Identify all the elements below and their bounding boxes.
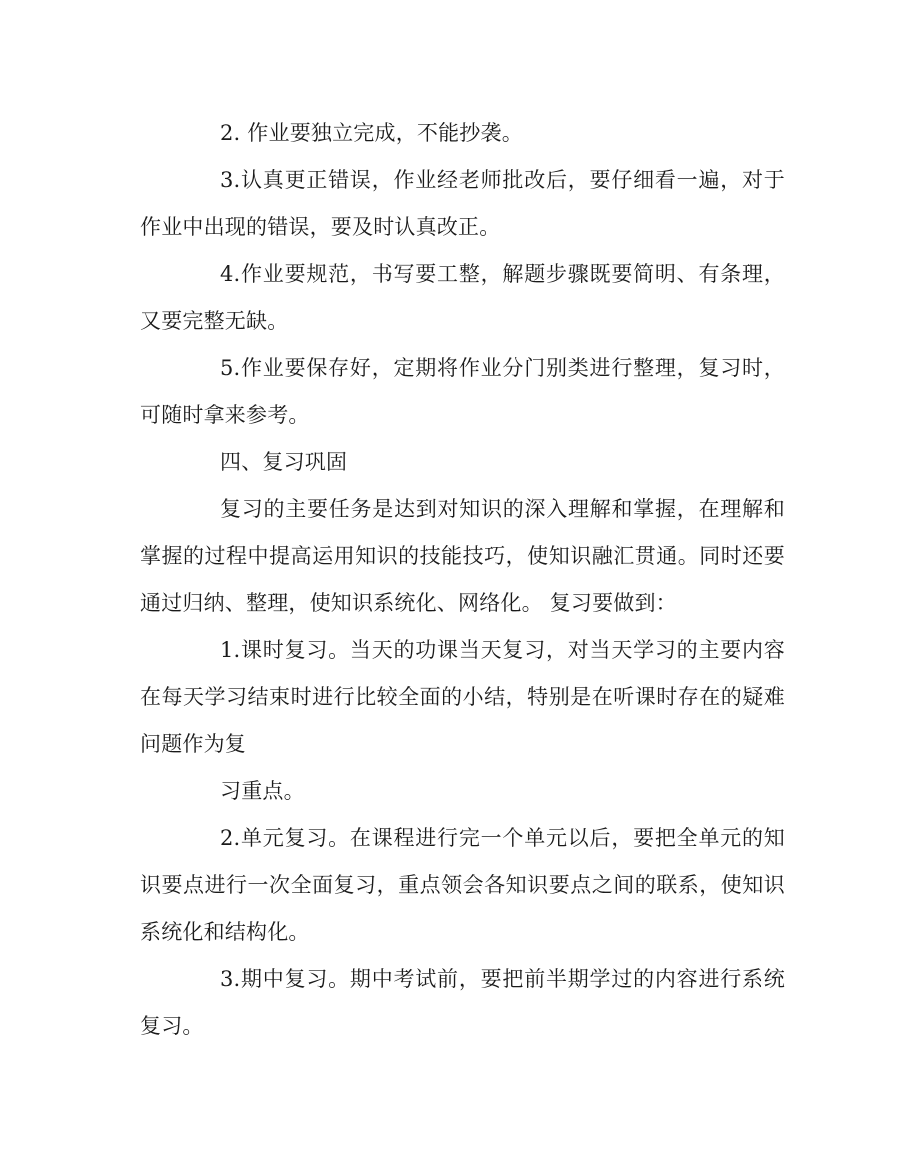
paragraph-homework-standard: 4.作业要规范，书写要工整，解题步骤既要简明、有条理，又要完整无缺。 xyxy=(140,262,785,333)
paragraph-correct-errors: 3.认真更正错误，作业经老师批改后，要仔细看一遍，对于作业中出现的错误，要及时认真改正。 xyxy=(140,168,785,239)
paragraph-review-task: 复习的主要任务是达到对知识的深入理解和掌握，在理解和掌握的过程中提高运用知识的技能技巧，使知识融汇贯通。同时还要通过归纳、整理，使知识系统化、网络化。 复习要做到： xyxy=(140,497,785,615)
paragraph-homework-keep: 5.作业要保存好，定期将作业分门别类进行整理，复习时，可随时拿来参考。 xyxy=(140,356,785,427)
paragraph-midterm-review: 3.期中复习。期中考试前，要把前半期学过的内容进行系统复习。 xyxy=(140,967,785,1038)
paragraph-review-focus: 习重点。 xyxy=(220,779,305,803)
paragraph-unit-review: 2.单元复习。在课程进行完一个单元以后，要把全单元的知识要点进行一次全面复习，重点领会各知识要点之间的联系，使知识系统化和结构化。 xyxy=(140,826,785,944)
paragraph-lesson-review: 1.课时复习。当天的功课当天复习，对当天学习的主要内容在每天学习结束时进行比较全面的小结，特别是在听课时存在的疑难问题作为复 xyxy=(140,638,785,756)
document-body xyxy=(140,110,785,1050)
section-heading-review: 四、复习巩固 xyxy=(220,450,348,474)
paragraph-homework-independent: 2. 作业要独立完成，不能抄袭。 xyxy=(220,121,523,145)
